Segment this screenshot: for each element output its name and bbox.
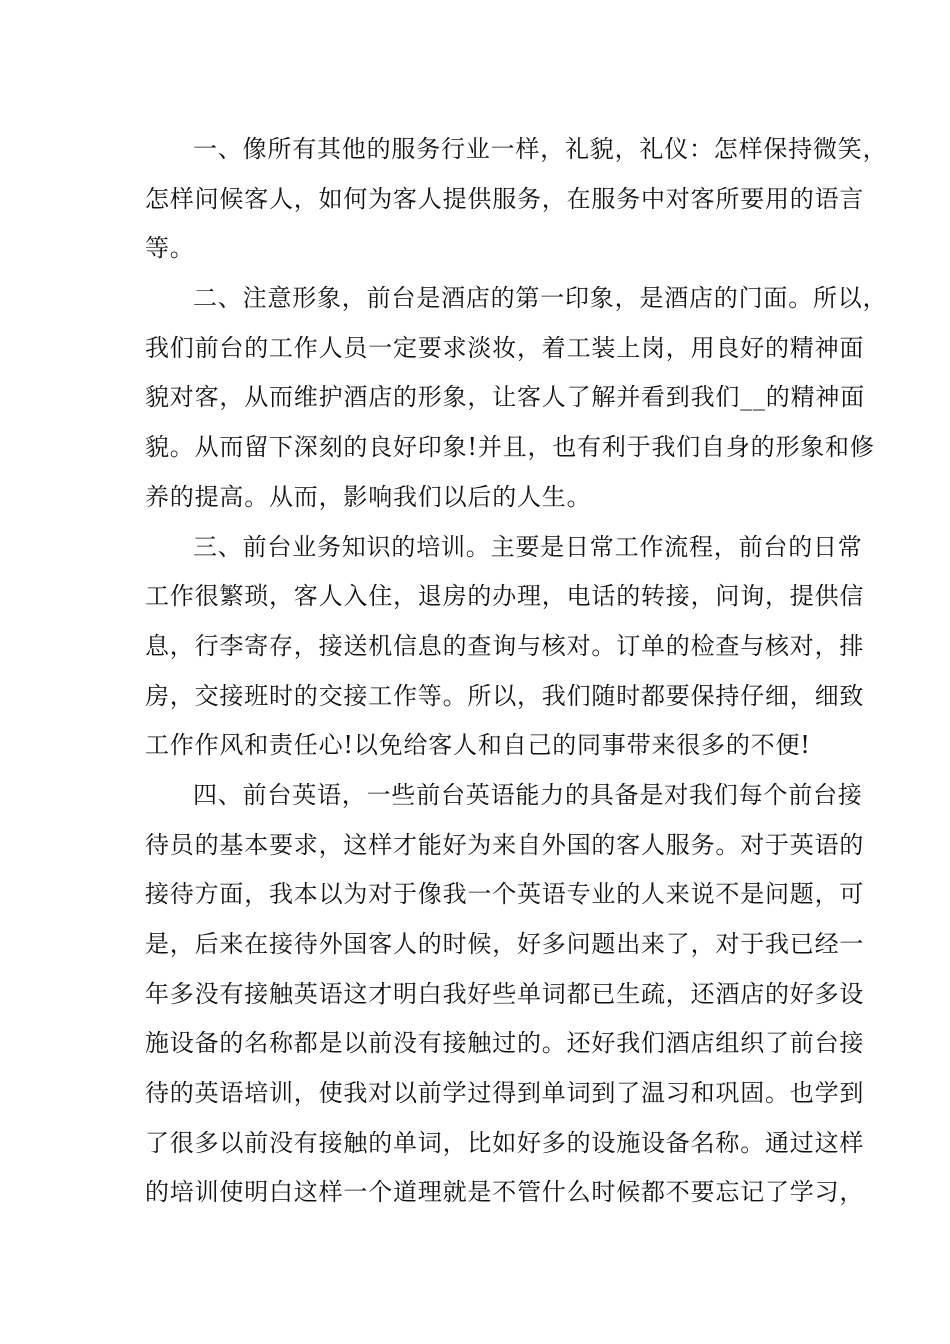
paragraph-line: 的培训使明白这样一个道理就是不管什么时候都不要忘记了学习， <box>145 1178 865 1207</box>
paragraph-3 <box>145 523 865 771</box>
paragraph-line: 息，行李寄存，接送机信息的查询与核对。订单的检查与核对，排 <box>145 631 865 660</box>
paragraph-line: 工作很繁琐，客人入住，退房的办理，电话的转接，问询，提供信 <box>145 582 865 611</box>
paragraph-line: 工作作风和责任心!以免给客人和自己的同事带来很多的不便! <box>145 731 811 760</box>
paragraph-line: 房，交接班时的交接工作等。所以，我们随时都要保持仔细，细致 <box>145 681 865 710</box>
paragraph-line: 待员的基本要求，这样才能好为来自外国的客人服务。对于英语的 <box>145 830 865 859</box>
paragraph-line: 等。 <box>145 234 195 263</box>
paragraph-line: 一、像所有其他的服务行业一样，礼貌，礼仪：怎样保持微笑， <box>193 135 888 163</box>
paragraph-line: 是，后来在接待外国客人的时候，好多问题出来了，对于我已经一 <box>145 930 865 958</box>
paragraph-4 <box>145 771 865 1218</box>
paragraph-2 <box>145 274 888 522</box>
paragraph-line: 四、前台英语，一些前台英语能力的具备是对我们每个前台接 <box>193 780 863 809</box>
paragraph-1 <box>145 125 888 274</box>
document-body <box>145 125 888 1218</box>
paragraph-line: 待的英语培训，使我对以前学过得到单词到了温习和巩固。也学到 <box>145 1079 865 1108</box>
paragraph-line: 貌对客，从而维护酒店的形象，让客人了解并看到我们__的精神面 <box>145 383 865 412</box>
paragraph-line: 养的提高。从而，影响我们以后的人生。 <box>145 482 592 511</box>
paragraph-line: 二、注意形象，前台是酒店的第一印象，是酒店的门面。所以， <box>193 284 888 313</box>
paragraph-line: 接待方面，我本以为对于像我一个英语专业的人来说不是问题，可 <box>145 880 865 909</box>
paragraph-line: 三、前台业务知识的培训。主要是日常工作流程，前台的日常 <box>193 532 863 561</box>
paragraph-line: 年多没有接触英语这才明白我好些单词都已生疏，还酒店的好多设 <box>145 979 865 1008</box>
paragraph-line: 怎样问候客人，如何为客人提供服务，在服务中对客所要用的语言 <box>145 184 865 213</box>
paragraph-line: 貌。从而留下深刻的良好印象!并且，也有利于我们自身的形象和修 <box>145 433 875 462</box>
paragraph-line: 我们前台的工作人员一定要求淡妆，着工装上岗，用良好的精神面 <box>145 333 865 362</box>
paragraph-line: 了很多以前没有接触的单词，比如好多的设施设备名称。通过这样 <box>145 1128 865 1157</box>
paragraph-line: 施设备的名称都是以前没有接触过的。还好我们酒店组织了前台接 <box>145 1029 865 1058</box>
